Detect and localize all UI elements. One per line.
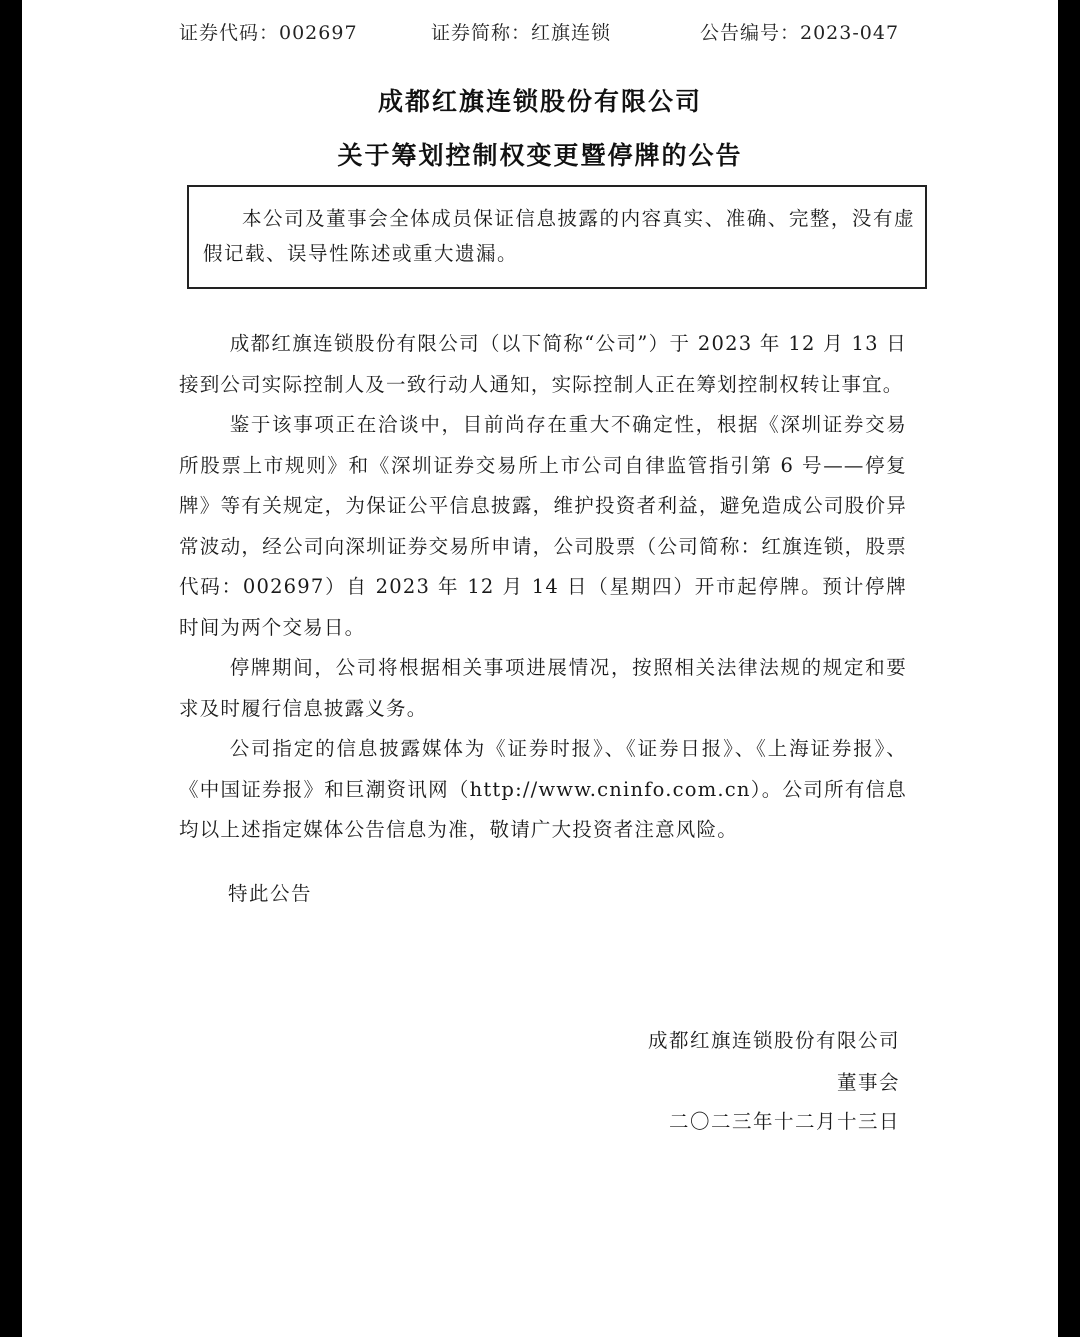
signature-date: 二〇二三年十二月十三日 xyxy=(668,1110,900,1133)
signature-board: 董事会 xyxy=(836,1071,900,1094)
title-subject: 关于筹划控制权变更暨停牌的公告 xyxy=(337,141,743,170)
announcement-body xyxy=(179,324,907,851)
title-company: 成都红旗连锁股份有限公司 xyxy=(377,87,702,116)
disclaimer-text: 本公司及董事会全体成员保证信息披露的内容真实、准确、完整，没有虚假记载、误导性陈述或重大遗漏。 xyxy=(203,207,915,265)
signature-company: 成都红旗连锁股份有限公司 xyxy=(647,1029,900,1052)
announcement-number: 公告编号：2023-047 xyxy=(700,22,900,44)
disclaimer-box xyxy=(187,185,927,289)
paragraph-disclosure: 停牌期间，公司将根据相关事项进展情况，按照相关法律法规的规定和要求及时履行信息披露义务。 xyxy=(179,656,907,720)
paragraph-notification: 成都红旗连锁股份有限公司（以下简称“公司”）于 2023 年 12 月 13 日接到公司实际控制人及一致行动人通知，实际控制人正在筹划控制权转让事宜。 xyxy=(179,332,907,396)
document-page xyxy=(22,0,1058,1337)
paragraph-media: 公司指定的信息披露媒体为《证券时报》、《证券日报》、《上海证券报》、《中国证券报》和巨潮资讯网（http://www.cninfo.com.cn）。公司所有信息均以上述指定媒体公告信息为准，敬请广大投资者注意风险。 xyxy=(179,737,907,841)
stock-name: 证券简称：红旗连锁 xyxy=(431,22,612,44)
stock-code: 证券代码：002697 xyxy=(179,22,358,44)
closing-remark: 特此公告 xyxy=(228,882,313,905)
paragraph-suspension: 鉴于该事项正在洽谈中，目前尚存在重大不确定性，根据《深圳证券交易所股票上市规则》和《深圳证券交易所上市公司自律监管指引第 6 号——停复牌》等有关规定，为保证公平信息披露，维护投资者利益，避免造成公司股价异常波动，经公司向深圳证券交易所申请，公司股票（公司简称：红旗连锁，股票代码：002697）自 2023 年 12 月 14 日（星期四）开市起停牌。预计停牌时间为两个交易日。 xyxy=(179,413,907,639)
